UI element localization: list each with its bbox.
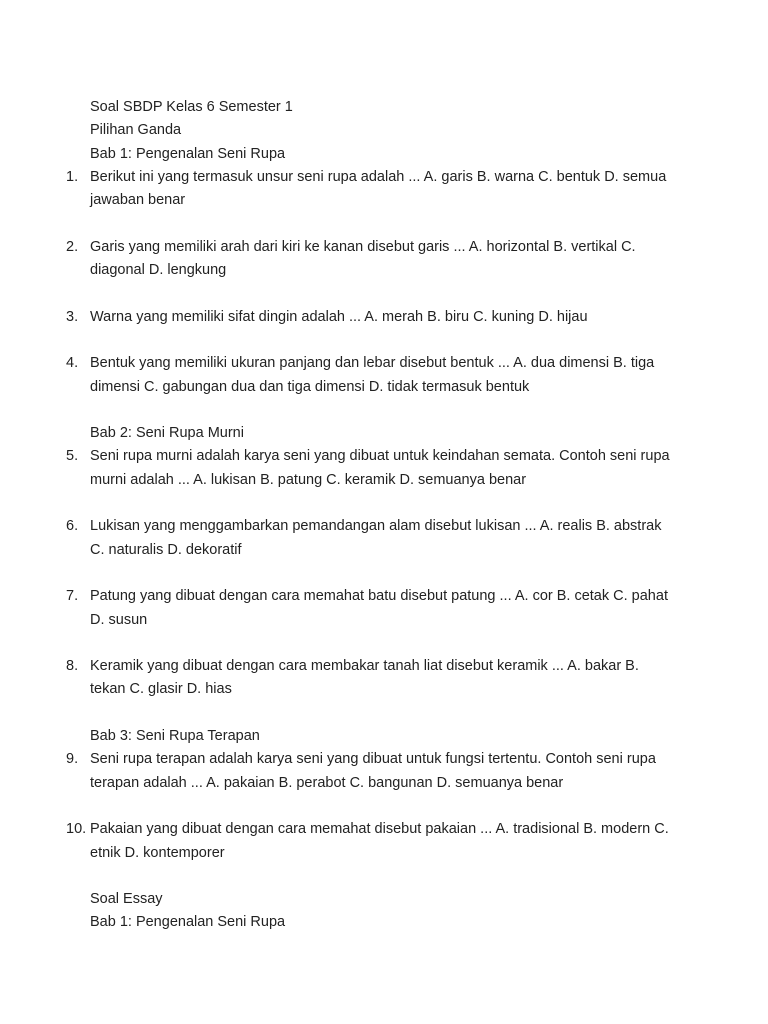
chapter-heading: Bab 1: Pengenalan Seni Rupa	[90, 145, 286, 162]
question-number: 5.	[66, 448, 79, 465]
question-text: Patung yang dibuat dengan cara memahat batu disebut patung ... A. cor B. cetak C. pahat D. susun	[90, 588, 668, 628]
chapter-heading: Bab 3: Seni Rupa Terapan	[90, 728, 260, 745]
question-text: Seni rupa murni adalah karya seni yang dibuat untuk keindahan semata. Contoh seni rupa murni adalah ... A. lukisan B. patung C. keramik D. semuanya benar	[90, 448, 670, 488]
question-number: 3.	[66, 308, 79, 325]
question-text: Warna yang memiliki sifat dingin adalah ... A. merah B. biru C. kuning D. hijau	[90, 308, 588, 325]
spacer	[0, 632, 768, 655]
spacer	[0, 212, 768, 235]
question-item	[0, 748, 672, 795]
question-text: Keramik yang dibuat dengan cara membakar tanah liat disebut keramik ... A. bakar B. tekan C. glasir D. hias	[90, 658, 639, 698]
spacer	[0, 562, 768, 585]
spacer	[0, 702, 768, 725]
chapter-heading: Bab 2: Seni Rupa Murni	[90, 425, 244, 442]
question-text: Garis yang memiliki arah dari kiri ke kanan disebut garis ... A. horizontal B. vertikal C. diagonal D. lengkung	[90, 238, 636, 279]
spacer	[0, 865, 768, 888]
question-number: 1.	[66, 168, 79, 185]
question-number: 2.	[66, 238, 79, 255]
document-body	[0, 96, 768, 935]
question-text: Seni rupa terapan adalah karya seni yang dibuat untuk fungsi tertentu. Contoh seni rupa terapan adalah ... A. pakaian B. perabot C. bangunan D. semuanya benar	[90, 751, 656, 791]
question-text: Bentuk yang memiliki ukuran panjang dan lebar disebut bentuk ... A. dua dimensi B. tiga dimensi C. gabungan dua dan tiga dimensi D. tidak termasuk bentuk	[90, 355, 655, 395]
question-item	[0, 585, 672, 632]
spacer	[0, 399, 768, 422]
question-item	[0, 445, 672, 492]
question-item	[0, 655, 672, 702]
chapter-heading: Bab 1: Pengenalan Seni Rupa	[90, 914, 286, 931]
question-text: Pakaian yang dibuat dengan cara memahat disebut pakaian ... A. tradisional B. modern C. etnik D. kontemporer	[90, 821, 669, 861]
question-number: 7.	[66, 588, 79, 605]
question-number: 4.	[66, 355, 79, 372]
question-number: 8.	[66, 658, 79, 675]
question-text: Lukisan yang menggambarkan pemandangan alam disebut lukisan ... A. realis B. abstrak C. naturalis D. dekoratif	[90, 518, 662, 558]
spacer	[0, 492, 768, 515]
document-title: Soal SBDP Kelas 6 Semester 1	[90, 99, 293, 115]
question-item	[0, 166, 672, 213]
question-item	[0, 306, 672, 329]
spacer	[0, 795, 768, 818]
question-number: 10.	[66, 821, 87, 838]
question-item	[0, 515, 672, 562]
question-number: 9.	[66, 751, 79, 768]
spacer	[0, 282, 768, 305]
section-heading-essay: Soal Essay	[90, 891, 163, 908]
question-item	[0, 236, 672, 283]
question-item	[0, 352, 672, 399]
question-number: 6.	[66, 518, 79, 535]
question-text: Berikut ini yang termasuk unsur seni rupa adalah ... A. garis B. warna C. bentuk D. semua jawaban benar	[90, 168, 667, 209]
question-item	[0, 818, 672, 865]
spacer	[0, 329, 768, 352]
section-heading-multiple-choice: Pilihan Ganda	[90, 122, 182, 139]
